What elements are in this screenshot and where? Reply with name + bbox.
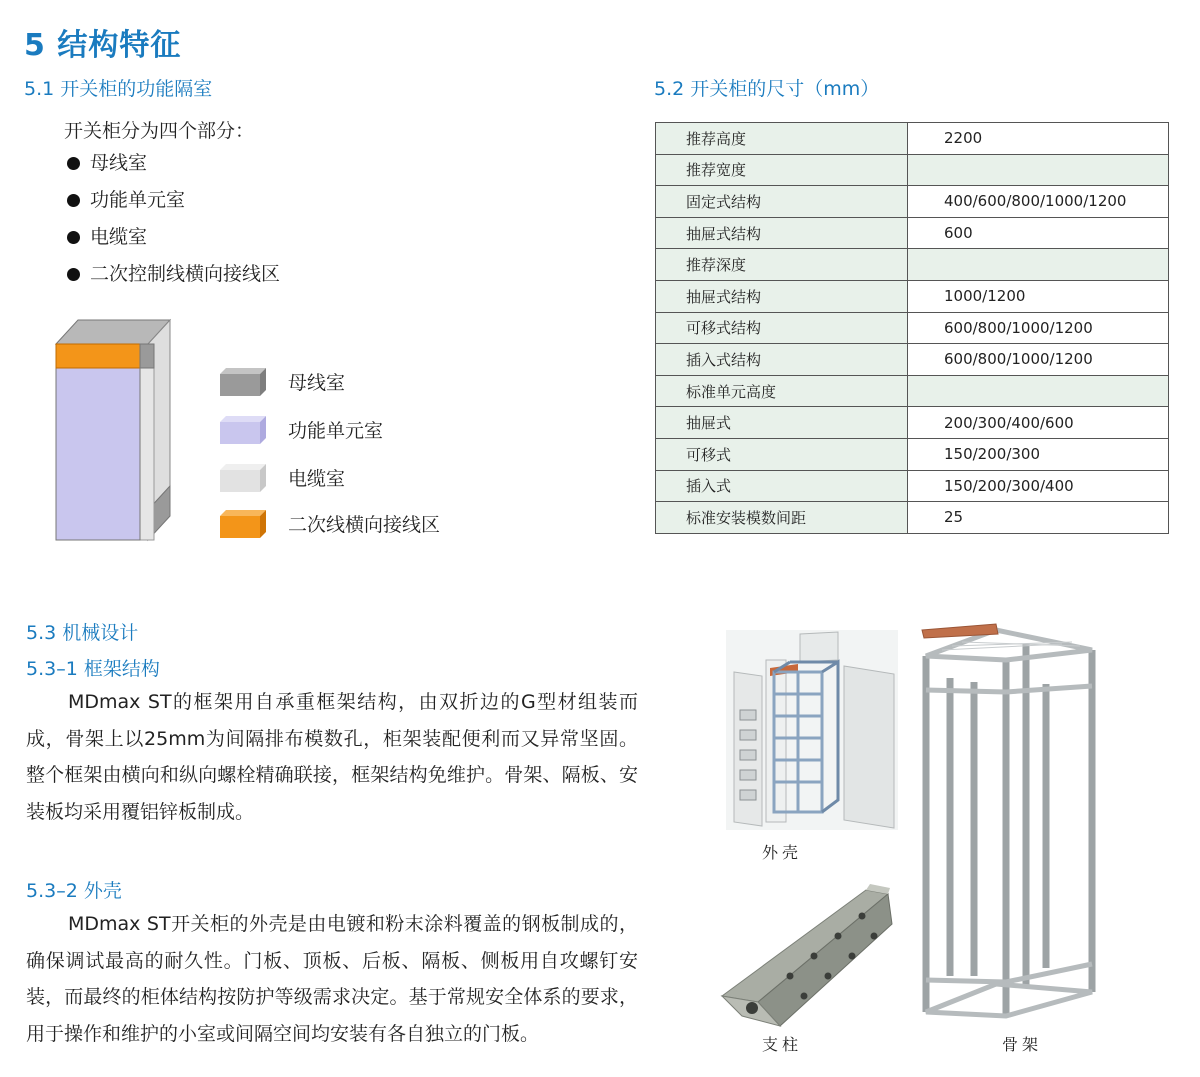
post-caption: 支柱 — [762, 1035, 803, 1054]
bullet-icon — [67, 268, 80, 281]
section-5-3-1-heading: 5.3–1 框架结构 — [26, 658, 160, 680]
legend-item — [218, 414, 383, 444]
shell-exploded-illustration — [726, 630, 898, 830]
table-cell-value — [908, 375, 1169, 407]
table-row — [656, 217, 1169, 249]
frame-caption: 骨架 — [1002, 1035, 1043, 1054]
bullet-icon — [67, 157, 80, 170]
table-cell-label: 可移式结构 — [656, 312, 908, 344]
table-group-row — [656, 375, 1169, 407]
list-item — [66, 150, 280, 187]
table-cell-value: 600 — [908, 217, 1169, 249]
busbar-chamber — [140, 344, 154, 368]
table-cell-value: 600/800/1000/1200 — [908, 344, 1169, 376]
list-item-label: 电缆室 — [90, 226, 148, 248]
legend-label: 母线室 — [288, 371, 346, 394]
table-cell-value: 400/600/800/1000/1200 — [908, 186, 1169, 218]
section-5-3-2-heading: 5.3–2 外壳 — [26, 880, 122, 902]
table-cell-label: 标准单元高度 — [656, 375, 908, 407]
frame-skeleton-illustration — [912, 620, 1104, 1024]
list-item — [66, 261, 280, 298]
section-5-2-heading: 5.2 开关柜的尺寸（mm） — [654, 78, 880, 100]
table-cell-label: 固定式结构 — [656, 186, 908, 218]
shell-caption: 外壳 — [762, 843, 803, 862]
list-item-label: 二次控制线横向接线区 — [90, 263, 281, 285]
table-cell-label: 推荐宽度 — [656, 154, 908, 186]
list-item — [66, 224, 280, 261]
legend-label: 电缆室 — [288, 467, 346, 490]
table-cell-label: 插入式结构 — [656, 344, 908, 376]
list-item-label: 功能单元室 — [90, 189, 186, 211]
dimension-table — [655, 122, 1169, 534]
legend-item — [218, 462, 345, 492]
list-item — [66, 187, 280, 224]
section-5-1-intro: 开关柜分为四个部分： — [64, 120, 255, 142]
section-5-1-heading: 5.1 开关柜的功能隔室 — [24, 78, 213, 100]
section-5-3-heading: 5.3 机械设计 — [26, 622, 139, 644]
table-cell-value: 150/200/300 — [908, 438, 1169, 470]
cable-chamber — [140, 344, 154, 540]
table-cell-value: 600/800/1000/1200 — [908, 312, 1169, 344]
table-cell-label: 抽屉式 — [656, 407, 908, 439]
table-row — [656, 280, 1169, 312]
table-cell-label: 推荐深度 — [656, 249, 908, 281]
cabinet-compartment-diagram — [48, 316, 188, 546]
table-cell-value — [908, 154, 1169, 186]
functional-unit-chamber — [56, 368, 140, 540]
table-row — [656, 123, 1169, 155]
legend-item — [218, 508, 440, 538]
table-cell-value: 2200 — [908, 123, 1169, 155]
table-cell-value: 1000/1200 — [908, 280, 1169, 312]
gray-block-icon — [218, 366, 266, 396]
legend-label: 功能单元室 — [288, 419, 384, 442]
page-title: 5 结构特征 — [24, 28, 182, 63]
paragraph-text: MDmax ST开关柜的外壳是由电镀和粉末涂料覆盖的钢板制成的，确保调试最高的耐久性。门板、顶板、后板、隔板、侧板用自攻螺钉安装，而最终的柜体结构按防护等级需求决定。基于常规安全体系的要求，用于操作和维护的小室或间隔空间均安装有各自独立的门板。 — [26, 913, 638, 1045]
table-row — [656, 502, 1169, 534]
table-cell-value: 150/200/300/400 — [908, 470, 1169, 502]
lavender-block-icon — [218, 414, 266, 444]
table-group-row — [656, 154, 1169, 186]
table-cell-value: 25 — [908, 502, 1169, 534]
table-cell-label: 插入式 — [656, 470, 908, 502]
table-row — [656, 407, 1169, 439]
orange-block-icon — [218, 508, 266, 538]
table-row — [656, 438, 1169, 470]
table-cell-label: 抽屉式结构 — [656, 280, 908, 312]
legend-label: 二次线横向接线区 — [288, 513, 441, 536]
table-cell-label: 可移式 — [656, 438, 908, 470]
table-row — [656, 312, 1169, 344]
compartment-list — [66, 150, 280, 298]
table-cell-value — [908, 249, 1169, 281]
bullet-icon — [67, 194, 80, 207]
support-post-illustration — [718, 884, 894, 1034]
table-row — [656, 186, 1169, 218]
legend-item — [218, 366, 345, 396]
table-cell-value: 200/300/400/600 — [908, 407, 1169, 439]
paragraph-text: MDmax ST的框架用自承重框架结构，由双折边的G型材组装而成，骨架上以25mm为间隔排布模数孔，柜架装配便利而又异常坚固。整个框架由横向和纵向螺栓精确联接，框架结构免维护。骨架、隔板、安装板均采用覆铝锌板制成。 — [26, 691, 638, 823]
light-gray-block-icon — [218, 462, 266, 492]
housing-paragraph — [26, 906, 638, 1052]
table-cell-label: 推荐高度 — [656, 123, 908, 155]
table-cell-label: 标准安装模数间距 — [656, 502, 908, 534]
bullet-icon — [67, 231, 80, 244]
frame-structure-paragraph — [26, 684, 638, 830]
list-item-label: 母线室 — [90, 152, 148, 174]
table-row — [656, 470, 1169, 502]
table-cell-label: 抽屉式结构 — [656, 217, 908, 249]
secondary-wiring-zone — [56, 344, 140, 368]
table-row — [656, 344, 1169, 376]
table-group-row — [656, 249, 1169, 281]
